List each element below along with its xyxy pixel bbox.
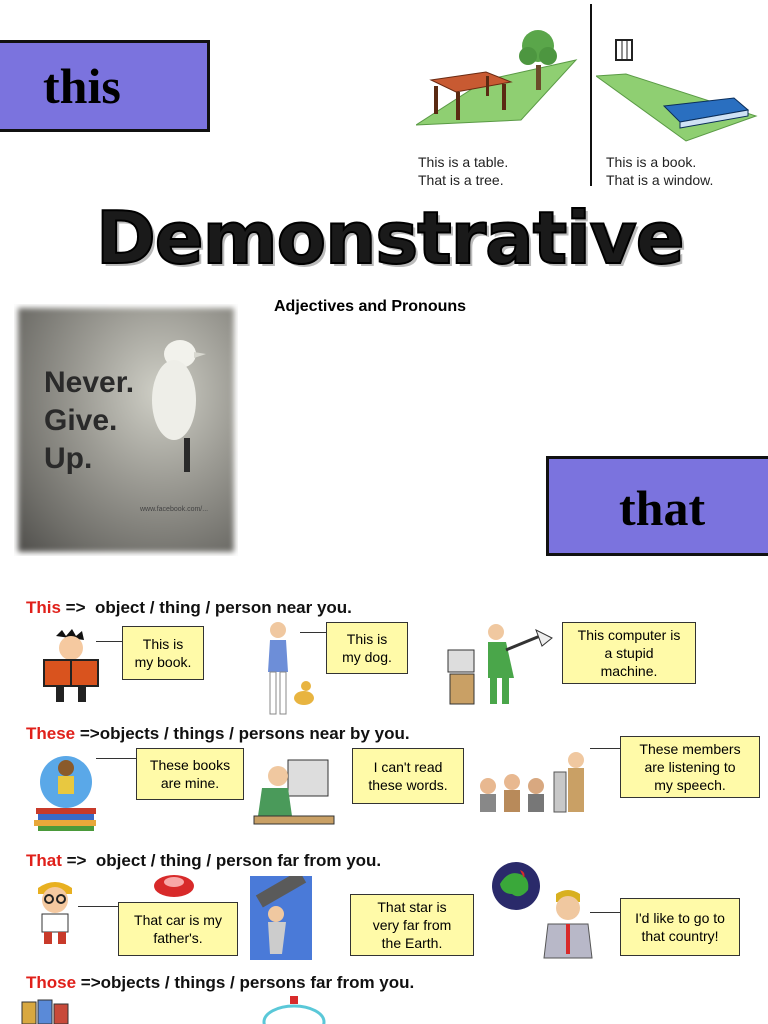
rule-these: [26, 724, 410, 744]
red-car-icon: [152, 872, 196, 900]
photo-caption: Never. Give. Up.: [44, 366, 135, 475]
this-label: this: [43, 58, 121, 114]
reading-boy-icon: [38, 628, 104, 706]
thinking-man-icon: [538, 886, 598, 960]
partial-illustration-icon: [262, 994, 326, 1024]
book-window-illustration: [596, 36, 766, 146]
telescope-man-icon: [250, 876, 312, 960]
boy-with-glasses-icon: [30, 876, 80, 946]
duckling-icon: [140, 330, 230, 490]
rule-these-text: =>objects / things / persons near by you.: [75, 724, 410, 743]
bubble-this-computer: This computer is a stupid machine.: [562, 622, 696, 684]
rule-those: [26, 973, 414, 993]
bubble-this-dog: This is my dog.: [326, 622, 408, 674]
page-title: Demonstrative: [96, 196, 684, 280]
divider-line: [590, 4, 592, 186]
rule-that: [26, 851, 381, 871]
rule-those-keyword: Those: [26, 973, 77, 992]
bubble-these-members: These members are listening to my speech.: [620, 736, 760, 798]
pointer-line: [300, 632, 326, 633]
partial-illustration-icon: [20, 996, 80, 1024]
table-tree-caption: This is a table. That is a tree.: [418, 154, 509, 188]
bubble-that-car: That car is my father's.: [118, 902, 238, 956]
that-label-box: [546, 456, 768, 556]
pointer-line: [78, 906, 118, 907]
woman-with-dog-icon: [254, 620, 320, 718]
rule-this-keyword: This: [26, 598, 61, 617]
rule-that-text: => object / thing / person far from you.: [61, 851, 382, 870]
rule-this-text: => object / thing / person near you.: [60, 598, 352, 617]
rule-that-keyword: That: [26, 851, 62, 870]
pointer-line: [590, 748, 620, 749]
man-reading-screen-icon: [248, 752, 344, 832]
bubble-this-book: This is my book.: [122, 626, 204, 680]
rule-these-keyword: These: [26, 724, 76, 743]
rule-those-text: =>objects / things / persons far from you.: [76, 973, 415, 992]
globe-icon: [490, 860, 542, 912]
bubble-that-country: I'd like to go to that country!: [620, 898, 740, 956]
bubble-these-words: I can't read these words.: [352, 748, 464, 804]
pointer-line: [96, 758, 136, 759]
bubble-these-books: These books are mine.: [136, 748, 244, 800]
that-label: that: [619, 480, 706, 536]
photo-watermark: www.facebook.com/...: [140, 506, 209, 513]
pointer-line: [590, 912, 620, 913]
pointer-line: [96, 641, 122, 642]
book-window-caption: This is a book. That is a window.: [606, 154, 714, 188]
audience-speaker-icon: [476, 746, 592, 816]
this-label-box: [0, 40, 210, 132]
page-subtitle: Adjectives and Pronouns: [274, 298, 467, 315]
table-tree-illustration: [416, 20, 586, 140]
bubble-that-star: That star is very far from the Earth.: [350, 894, 474, 956]
man-with-computer-icon: [444, 622, 554, 708]
girl-with-books-icon: [30, 752, 102, 832]
rule-this: [26, 598, 352, 618]
